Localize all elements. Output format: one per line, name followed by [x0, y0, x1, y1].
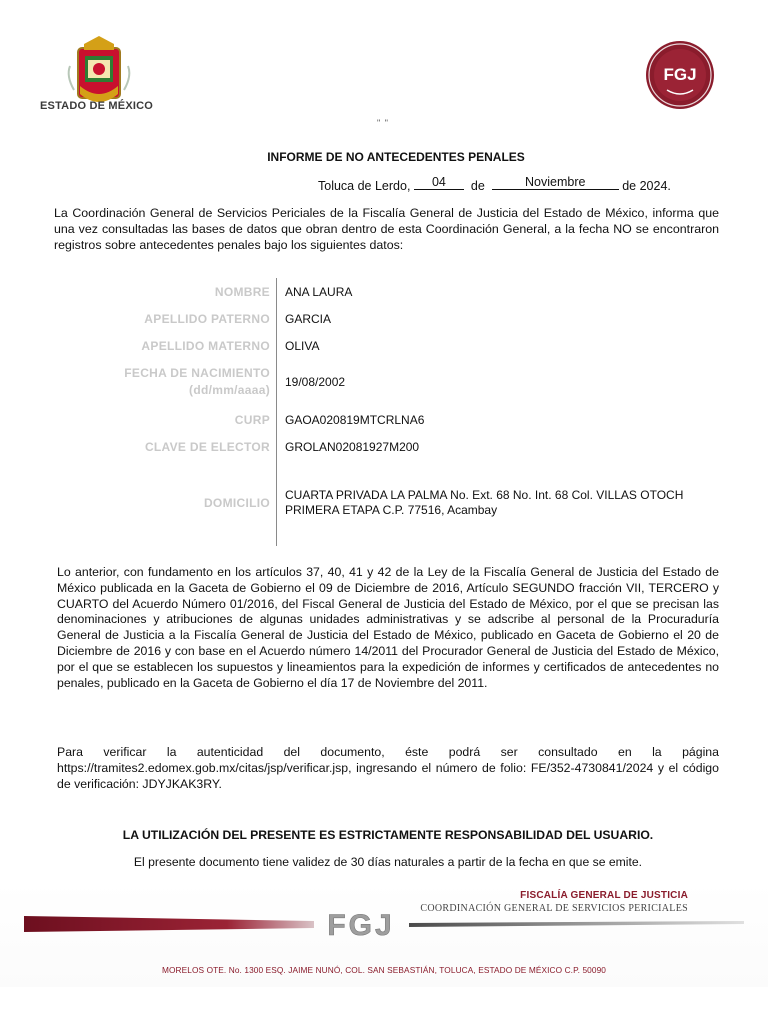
personal-data-table — [60, 278, 720, 546]
field-label: APELLIDO PATERNO — [144, 312, 270, 326]
date-connector: de — [470, 179, 485, 193]
footer-address: MORELOS OTE. No. 1300 ESQ. JAIME NUNÓ, COL. SAN SEBASTIÁN, TOLUCA, ESTADO DE MÉXICO C.P. 50090 — [161, 965, 607, 975]
date-day: 04 — [414, 175, 464, 190]
document-title: INFORME DE NO ANTECEDENTES PENALES — [267, 150, 525, 164]
field-label: NOMBRE — [214, 285, 270, 299]
field-label: CLAVE DE ELECTOR — [144, 440, 270, 454]
state-name: ESTADO DE MÉXICO — [40, 100, 154, 112]
field-label-format: (dd/mm/aaaa) — [189, 383, 270, 397]
field-value: CUARTA PRIVADA LA PALMA No. Ext. 68 No. Int. 68 Col. VILLAS OTOCH PRIMERA ETAPA C.P. 77516, Acambay — [285, 488, 684, 517]
field-value: OLIVA — [285, 339, 320, 353]
fgj-seal-logo — [645, 40, 715, 110]
field-value: 19/08/2002 — [285, 375, 346, 389]
footer-fgj-band-logo — [24, 912, 744, 938]
verification-paragraph: Para verificar la autenticidad del documento, éste podrá ser consultado en la página https://tramites2.edomex.gob.mx/citas/jsp/verificar.jsp, ingresando el número de folio: FE/352-4730841/2024 y el código de verificación: JDYJKAK3RY. — [57, 745, 719, 791]
footer-org-name: FISCALÍA GENERAL DE JUSTICIA — [520, 890, 688, 901]
fgj-seal-text: FGJ — [663, 65, 697, 84]
field-value: GROLAN02081927M200 — [285, 440, 420, 454]
date-month: Noviembre — [492, 175, 619, 190]
field-value: ANA LAURA — [285, 285, 353, 299]
date-year: de 2024. — [622, 179, 671, 193]
header-marks: " " — [377, 118, 389, 128]
field-label: FECHA DE NACIMIENTO — [124, 366, 270, 380]
intro-paragraph: La Coordinación General de Servicios Periciales de la Fiscalía General de Justicia del Estado de México, informa que una vez consultadas las bases de datos que obran dentro de esta Coordinación General, a la fecha NO se encontraron registros sobre antecedentes penales bajo los siguientes datos: — [54, 206, 719, 252]
date-city: Toluca de Lerdo, — [318, 179, 411, 193]
validity-note: El presente documento tiene validez de 30 días naturales a partir de la fecha en que se emite. — [133, 855, 643, 869]
field-label: CURP — [234, 413, 270, 427]
table-divider — [276, 278, 277, 546]
field-label: DOMICILIO — [203, 496, 270, 510]
responsibility-notice: LA UTILIZACIÓN DEL PRESENTE ES ESTRICTAMENTE RESPONSABILIDAD DEL USUARIO. — [122, 828, 654, 842]
legal-basis-paragraph: Lo anterior, con fundamento en los artículos 37, 40, 41 y 42 de la Ley de la Fiscalía General de Justicia del Estado de México publicada en la Gaceta de Gobierno el 09 de Diciembre de 2016, Artículo SEGUNDO fracción VII, TERCERO y CUARTO del Acuerdo Número 01/2016, del Fiscal General de Justicia del Estado de México, por el que se precisan las denominaciones y atribuciones de algunas unidades administrativas y se adscribe al personal de la Procuraduría General de Justicia a la Fiscalía General de Justicia del Estado de México, publicado en Gaceta de Gobierno el 20 de Diciembre de 2016 y con base en el Acuerdo número 14/2011 del Procurador General de Justicia del Estado de México, por el que se establecen los supuestos y lineamientos para la expedición de informes y certificados de antecedentes no penales, publicado en la Gaceta de Gobierno el día 17 de Noviembre del 2011. — [57, 565, 719, 690]
field-label: APELLIDO MATERNO — [141, 339, 270, 353]
date-line — [318, 175, 671, 194]
footer-department: COORDINACIÓN GENERAL DE SERVICIOS PERICIALES — [420, 903, 688, 914]
field-value: GARCIA — [285, 312, 332, 326]
footer-band-text: FGJ — [327, 912, 395, 938]
field-value: GAOA020819MTCRLNA6 — [285, 413, 425, 427]
